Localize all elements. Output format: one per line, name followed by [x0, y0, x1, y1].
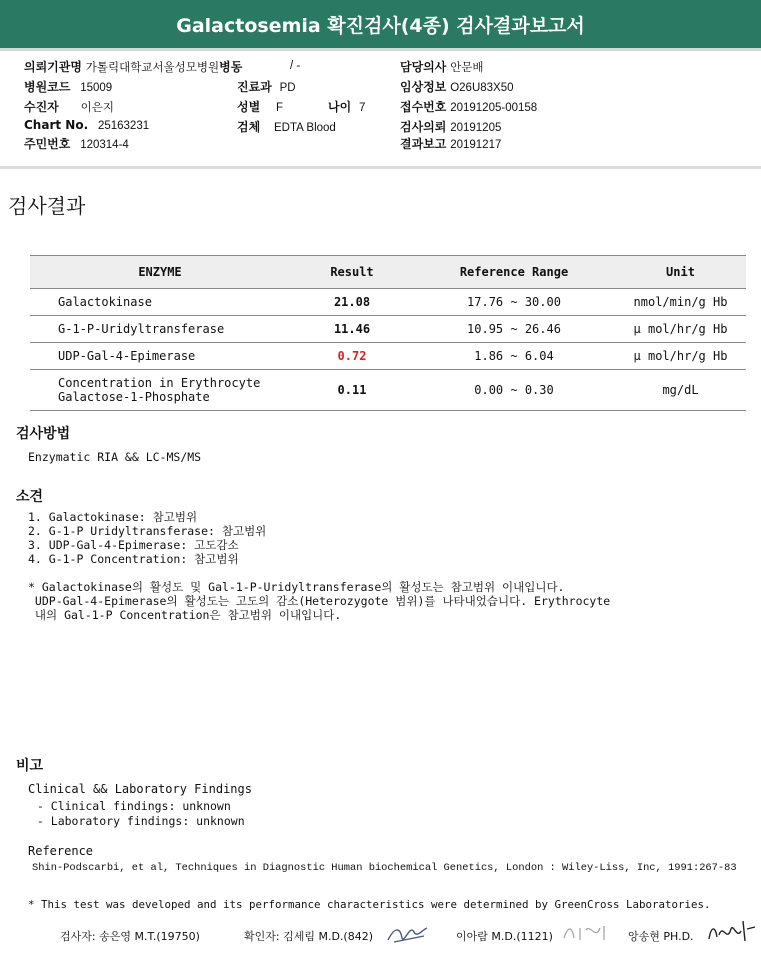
sex-value: F	[276, 102, 284, 114]
enzyme-name: Galactokinase	[30, 289, 291, 316]
dept-value: PD	[279, 82, 296, 94]
enzyme-name-line1: Concentration in Erythrocyte	[58, 376, 261, 390]
reference-range: 1.86 ~ 6.04	[413, 343, 615, 370]
info-request	[400, 118, 501, 135]
header-range: Reference Range	[413, 256, 615, 289]
unit: mg/dL	[615, 370, 746, 411]
info-dept	[237, 78, 296, 95]
chart-label: Chart No.	[24, 118, 89, 132]
specimen-value: EDTA Blood	[274, 122, 336, 134]
reference-title: Reference	[28, 844, 94, 858]
patient-value: 이은지	[80, 102, 114, 114]
finding-item-3: 3. UDP-Gal-4-Epimerase: 고도감소	[28, 538, 239, 552]
enzyme-name	[30, 370, 291, 411]
sex-label: 성별	[237, 100, 261, 114]
table-row	[30, 370, 746, 411]
report-title: Galactosemia 확진검사(4종) 검사결과보고서	[176, 15, 585, 37]
accession-value: 20191205-00158	[450, 102, 538, 114]
age-label: 나이	[328, 100, 352, 114]
results-table	[30, 255, 746, 411]
result-value: 0.11	[291, 370, 413, 411]
id-value: 120314-4	[80, 139, 129, 151]
info-age	[328, 98, 365, 115]
info-accession	[400, 98, 537, 115]
hospital-label: 의뢰기관명	[24, 60, 82, 74]
finding-item-4: 4. G-1-P Concentration: 참고범위	[28, 552, 239, 566]
ward-label: 병동	[219, 60, 243, 74]
info-code	[24, 78, 112, 95]
finding-item-1: 1. Galactokinase: 참고범위	[28, 510, 198, 524]
header-divider	[0, 166, 761, 169]
code-value: 15009	[80, 82, 113, 94]
table-header-row	[30, 256, 746, 289]
request-value: 20191205	[450, 122, 502, 134]
dept-label: 진료과	[237, 80, 272, 94]
reference-range: 17.76 ~ 30.00	[413, 289, 615, 316]
signature-scribble-1	[384, 918, 430, 946]
result-value-abnormal: 0.72	[291, 343, 413, 370]
disclaimer-text: * This test was developed and its performance characteristics were determined by GreenCross Laboratories.	[28, 898, 711, 911]
info-chart	[24, 118, 149, 132]
info-ward	[290, 58, 300, 72]
lab-finding-item: - Laboratory findings: unknown	[30, 814, 245, 828]
method-heading: 검사방법	[16, 426, 71, 442]
clinical-lab-title: Clinical && Laboratory Findings	[28, 782, 252, 796]
age-value: 7	[359, 102, 366, 114]
unit: μ mol/hr/g Hb	[615, 343, 746, 370]
chart-value: 25163231	[97, 120, 150, 132]
info-specimen	[237, 118, 336, 135]
header-enzyme: ENZYME	[30, 256, 291, 289]
doctor-value: 안문배	[450, 62, 484, 74]
finding-item-2: 2. G-1-P Uridyltransferase: 참고범위	[28, 524, 267, 538]
info-clinical	[400, 78, 514, 95]
patient-label: 수진자	[24, 100, 59, 114]
signature-scribble-3	[705, 915, 757, 947]
table-row	[30, 289, 746, 316]
clinical-label: 임상정보	[400, 80, 447, 94]
enzyme-name-line2: Galactose-1-Phosphate	[58, 390, 210, 404]
doctor-label: 담당의사	[400, 60, 447, 74]
id-label: 주민번호	[24, 137, 71, 151]
remarks-heading: 비고	[16, 758, 44, 774]
header-unit: Unit	[615, 256, 746, 289]
clinical-value: O26U83X50	[450, 82, 514, 94]
header-result: Result	[291, 256, 413, 289]
info-sex	[237, 98, 283, 115]
request-label: 검사의뢰	[400, 120, 447, 134]
reference-range: 10.95 ~ 26.46	[413, 316, 615, 343]
info-doctor	[400, 58, 484, 75]
result-value: 21.08	[291, 289, 413, 316]
doctor2-signature: 이아람 M.D.(1121)	[456, 930, 553, 943]
info-id	[24, 135, 129, 152]
finding-note-line-3: 내의 Gal-1-P Concentration은 참고범위 이내입니다.	[28, 608, 342, 622]
signature-scribble-2	[560, 920, 610, 946]
info-report-date	[400, 135, 501, 152]
accession-label: 접수번호	[400, 100, 447, 114]
finding-note-line-2: UDP-Gal-4-Epimerase의 활성도는 고도의 감소(Heterozygote 범위)를 나타내었습니다. Erythrocyte	[28, 594, 611, 608]
hospital-value: 가톨릭대학교서울성모병원	[85, 62, 220, 74]
enzyme-name: UDP-Gal-4-Epimerase	[30, 343, 291, 370]
result-value: 11.46	[291, 316, 413, 343]
clinical-finding-item: - Clinical findings: unknown	[30, 799, 231, 813]
table-row	[30, 316, 746, 343]
reference-range: 0.00 ~ 0.30	[413, 370, 615, 411]
section-title-results: 검사결과	[8, 194, 86, 218]
findings-heading: 소견	[16, 489, 44, 505]
unit: μ mol/hr/g Hb	[615, 316, 746, 343]
info-patient	[24, 98, 114, 115]
specimen-label: 검체	[237, 120, 261, 134]
finding-note-line-1: * Galactokinase의 활성도 및 Gal-1-P-Uridyltransferase의 활성도는 참고범위 이내입니다.	[28, 580, 565, 594]
code-label: 병원코드	[24, 80, 71, 94]
report-date-label: 결과보고	[400, 137, 447, 151]
report-title-bar	[0, 0, 761, 51]
method-text: Enzymatic RIA && LC-MS/MS	[28, 450, 202, 464]
tester-signature: 검사자: 송은영 M.T.(19750)	[60, 930, 200, 943]
ward-value: / -	[290, 60, 301, 72]
enzyme-name: G-1-P-Uridyltransferase	[30, 316, 291, 343]
table-row	[30, 343, 746, 370]
report-date-value: 20191217	[450, 139, 502, 151]
unit: nmol/min/g Hb	[615, 289, 746, 316]
info-hospital	[24, 58, 242, 75]
doctor3-signature: 앙송현 PH.D.	[628, 930, 694, 943]
confirmer-signature: 확인자: 김세림 M.D.(842)	[244, 930, 373, 943]
reference-text: Shin-Podscarbi, et al, Techniques in Diagnostic Human biochemical Genetics, London : Wiley-Liss, Inc, 1991:267-83	[32, 862, 737, 874]
